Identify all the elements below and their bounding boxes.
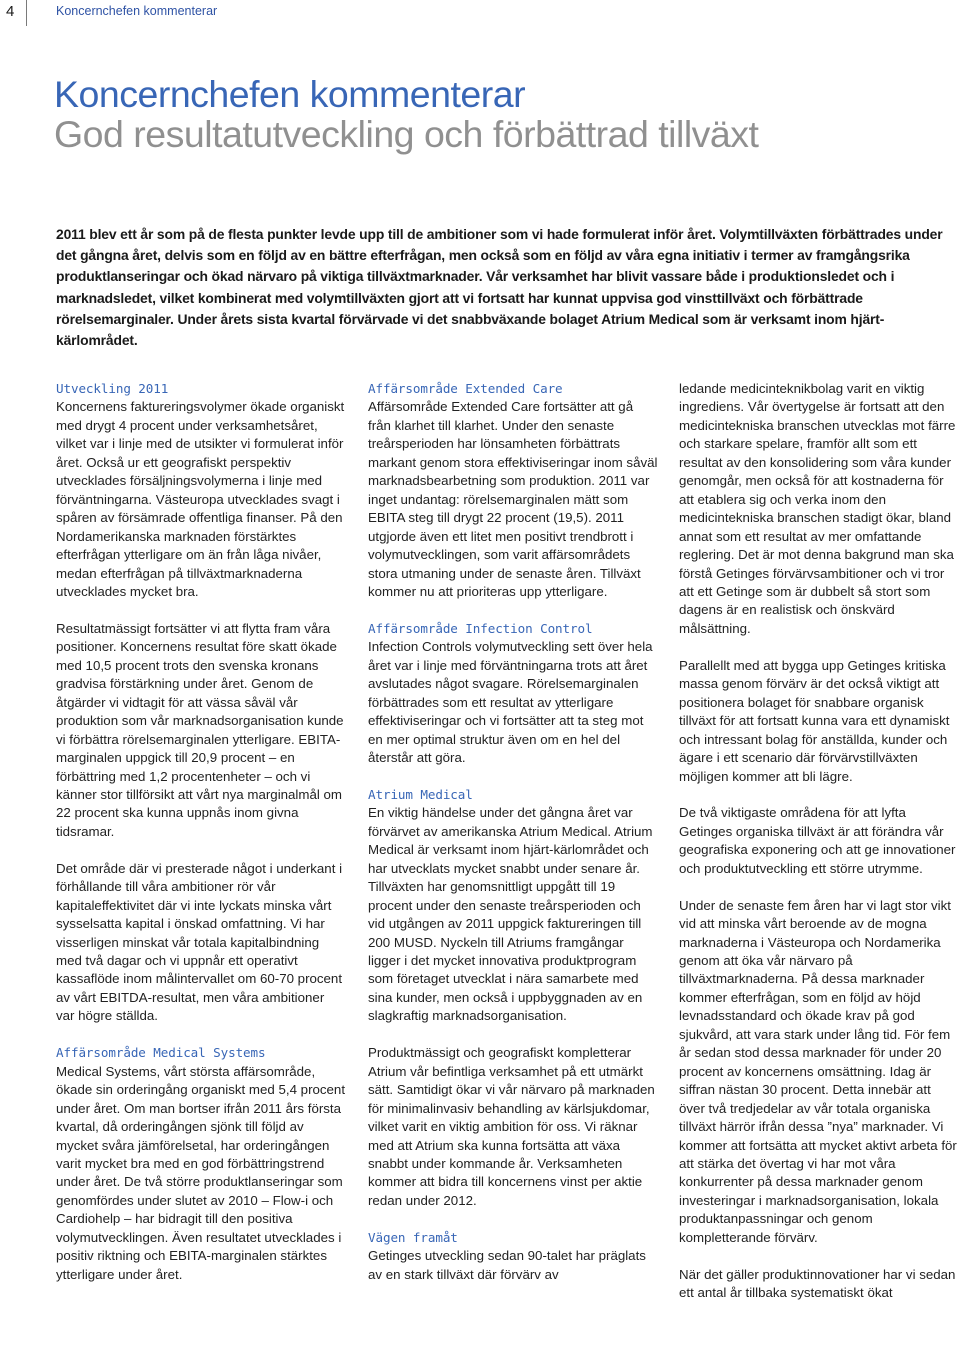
section-title: Koncernchefen kommenterar (56, 4, 218, 18)
title-main: Koncernchefen kommenterar (54, 73, 526, 115)
heading-infection-control: Affärsområde Infection Control (368, 620, 593, 636)
text-column-3 (679, 380, 957, 1303)
lead-paragraph: 2011 blev ett år som på de flesta punkter levde upp till de ambitioner som vi hade formulerat inför året. Volymtillväxten förbättrades under det gångna året, delvis som en följd av en bättre efterfrågan, men också som en följd av våra egna initiativ i termer av framgångsrika produktlanseringar och ökad närvaro på viktiga tillväxtmarknader. Vår verksamhet har blivit vassare både i produktionsledet och i marknadsledet, vilket kombinerat med volymtillväxten gjort att vi fortsatt har kunnat uppvisa god vinsttillväxt och förbättrade rörelsemarginaler. Under årets sista kvartal förvärvade vi det snabbväxande bolaget Atrium Medical som är verksamt inom hjärt-kärlområdet. (56, 226, 943, 349)
paragraph: Produktmässigt och geografiskt kompletterar Atrium vår befintliga verksamhet på ett utmärkt sätt. Samtidigt ökar vi vår närvaro på marknaden för minimalinvasiv behandling av kärlsjukdomar, vilket varit en viktig ambition för oss. Vi räknar med att Atrium ska kunna fortsätta att växa snabbt under kommande år. Verksamheten kommer att bidra till koncernens vinst per aktie redan under 2012. (368, 1045, 655, 1208)
heading-vagen-framat: Vägen framåt (368, 1229, 458, 1245)
text-column-1 (56, 380, 346, 1284)
paragraph: Koncernens faktureringsvolymer ökade organiskt med drygt 4 procent under verksamhetsåret, vilket var i linje med de utsikter vi formulerat inför året. Också ur ett geografiskt perspektiv utvecklades försäljningsvolymerna i linje med förväntningarna. Västeuropa utvecklades svagt i spåren av försämrade offentliga finanser. På den Nordamerikanska marknaden förstärktes efterfrågan ytterligare om än från låga nivåer, medan efterfrågan på tillväxtmarknaderna utvecklades mycket bra. (56, 399, 345, 599)
page-number: 4 (6, 3, 15, 20)
heading-atrium-medical: Atrium Medical (368, 786, 473, 802)
running-header (0, 0, 960, 30)
paragraph: En viktig händelse under det gångna året var förvärvet av amerikanska Atrium Medical. Atrium Medical är verksamt inom hjärt-kärlområdet och har utvecklats mycket snabbt under senare år. Tillväxten har genomsnittligt uppgått till 19 procent under den senaste treårsperioden och vid utgången av 2011 uppgick faktureringen till 200 MUSD. Nyckeln till Atriums framgångar ligger i det mycket innovativa produktprogram som företaget utvecklat i nära samarbete med sina kunder, men också i uppbyggnaden av en slagkraftig marknadsorganisation. (368, 805, 653, 1024)
page-title (54, 74, 934, 154)
paragraph: De två viktigaste områdena för att lyfta Getinges organiska tillväxt är att förändra vår geografiska exponering och att ge innovationer och produktutveckling ett större utrymme. (679, 805, 956, 876)
paragraph: När det gäller produktinnovationer har vi sedan ett antal år tillbaka systematiskt ökat (679, 1266, 956, 1301)
title-subtitle: God resultatutveckling och förbättrad tillväxt (54, 113, 759, 155)
paragraph: Parallellt med att bygga upp Getinges kritiska massa genom förvärv är det också viktigt att positionera bolaget för snabbare organisk tillväxt för att fortsatt kunna vara ett dynamiskt och intressant bolag för anställda, kunder och ägare i ett scenario där förvärvstillväxten möjligen kommer att bli lägre. (679, 657, 950, 784)
header-divider (26, 0, 27, 26)
paragraph: Medical Systems, vårt största affärsområde, ökade sin orderingång organiskt med 5,4 procent under året. Om man bortser ifrån 2011 års första kvartal, då orderingången sjönk till följd av mycket svåra jämförelsetal, har orderingången varit mycket bra med en god förbättringstrend under året. De två större produktlanseringar som genomfördes under slutet av 2010 – Flow-i och Cardiohelp – har bidragit till den positiva volymutvecklingen. Även resultatet utvecklades i positiv riktning och EBITA-marginalen stärktes ytterligare under året. (56, 1063, 346, 1282)
paragraph: Affärsområde Extended Care fortsätter att gå från klarhet till klarhet. Under den senaste treårsperioden har lönsamheten förbättrats markant genom stora effektiviseringar inom såväl marknadsbearbetning som produktion. 2011 var inget undantag: rörelsemarginalen mätt som EBITA steg till drygt 22 procent (19,5). 2011 utgjorde även ett litet men positivt trendbrott i volymutvecklingen, som varit affärsområdets stora utmaning under de senaste åren. Tillväxt kommer nu att prioriteras upp ytterligare. (368, 399, 658, 599)
heading-extended-care: Affärsområde Extended Care (368, 381, 563, 396)
text-column-2 (368, 380, 658, 1284)
paragraph: Under de senaste fem åren har vi lagt stor vikt vid att minska vårt beroende av de mogna marknaderna i Västeuropa och Nordamerika genom att öka vår närvaro på tillväxtmarknaderna. På dessa marknader kommer efterfrågan, som en följd av höjd levnadsstandard och ökade krav på god sjukvård, att vara stark under lång tid. För fem år sedan stod dessa marknader för under 20 procent av koncernens omsättning. Idag är siffran nästan 30 procent. Detta innebär att över två tredjedelar av vår totala organiska tillväxt härrör ifrån dessa ”nya” marknader. Vi kommer att fortsätta att mycket aktivt arbeta för att stärka det övertag vi har mot våra konkurrenter på dessa marknader genom investeringar i marknadsorganisation, lokala produktanpassningar och genom kompletterande förvärv. (679, 897, 957, 1245)
heading-medical-systems: Affärsområde Medical Systems (56, 1045, 266, 1061)
paragraph: Det område där vi presterade något i underkant i förhållande till våra ambitioner rör vår kapitaleffektivitet där vi inte lyckats minska vårt sysselsatta kapital i önskad omfattning. Vi har visserligen minskat vår totala kapitalbindning med två dagar och vi uppnår ett operativt kassaflöde inom målintervallet om 60-70 procent av vårt EBITDA-resultat, men våra ambitioner var högre ställda. (56, 860, 343, 1024)
paragraph: Infection Controls volymutveckling sett över hela året var i linje med förväntningarna trots att året avslutades något svagare. Rörelsemarginalen förbättrades som ett resultat av ytterligare effektiviseringar och vi fortsätter att ta steg mot en mer optimal struktur även om en hel del återstår att göra. (368, 639, 653, 766)
heading-utveckling: Utveckling 2011 (56, 381, 169, 396)
paragraph: ledande medicinteknikbolag varit en viktig ingrediens. Vår övertygelse är fortsatt att den medicintekniska branschen utvecklas mot färre och starkare spelare, framför allt som ett resultat av den konsolidering som våra kunder genomgår, men också för att kostnaderna för att etablera sig och verka inom den medicintekniska branschen stadigt ökar, bland annat som ett resultat av mer omfattande reglering. Det är mot denna bakgrund man ska förstå Getinges förvärvsambitioner och vi tror att ett Getinge som är dubbelt så stort som dagens är en realistisk och önskvärd målsättning. (679, 381, 956, 636)
paragraph: Resultatmässigt fortsätter vi att flytta fram våra positioner. Koncernens resultat före skatt ökade med 10,5 procent trots den svenska kronans gradvisa förstärkning under året. Genom de åtgärder vi vidtagit för att vässa såväl vår produktion som vår marknadsorganisation kunde vi förbättra rörelsemarginalen ytterligare. EBITA-marginalen uppgick till 20,9 procent – en förbättring med 1,2 procentenheter – och vi känner stor tillförsikt att vårt nya marginalmål om 22 procent ska kunna uppnås inom givna tidsramar. (56, 620, 344, 839)
paragraph: Getinges utveckling sedan 90-talet har präglats av en stark tillväxt där förvärv av (368, 1248, 646, 1282)
